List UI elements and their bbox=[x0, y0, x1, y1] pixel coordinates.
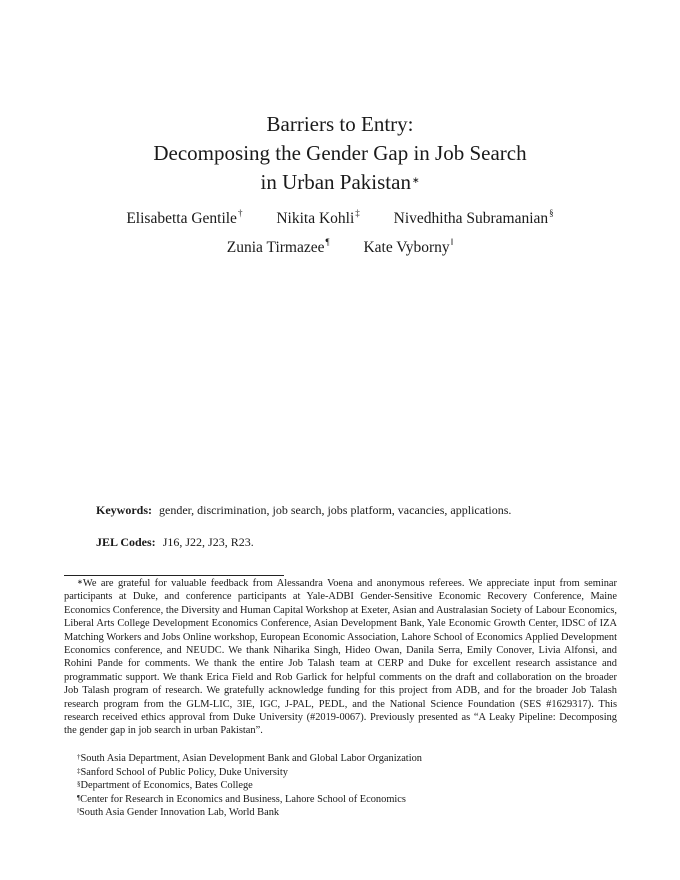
title-line-3 bbox=[0, 168, 680, 197]
author bbox=[126, 210, 242, 228]
footnote-mark: ∗ bbox=[77, 578, 83, 586]
footnote-divider bbox=[64, 575, 284, 576]
author-name: Elisabetta Gentile bbox=[126, 210, 237, 227]
title-line-2: Decomposing the Gender Gap in Job Search bbox=[153, 141, 527, 165]
author-mark: § bbox=[549, 208, 554, 218]
keywords-line bbox=[96, 503, 511, 518]
affiliation-mark: ‡ bbox=[77, 766, 81, 775]
affiliation-text: South Asia Department, Asian Development Bank and Global Labor Organization bbox=[80, 753, 422, 764]
affiliation-text: South Asia Gender Innovation Lab, World Bank bbox=[78, 807, 280, 819]
affiliation-item bbox=[77, 779, 422, 793]
title-line-3-text: in Urban Pakistan bbox=[260, 170, 411, 194]
author bbox=[276, 210, 359, 228]
author-mark: ‡ bbox=[355, 208, 360, 218]
author-list-row-1 bbox=[0, 210, 680, 228]
author-mark: † bbox=[237, 208, 243, 218]
jel-codes-line bbox=[96, 535, 254, 550]
author bbox=[394, 210, 554, 228]
affiliation-item bbox=[77, 806, 422, 820]
author-mark: ¶ bbox=[325, 237, 330, 247]
affiliation-mark: ¶ bbox=[77, 793, 81, 802]
title-line-1: Barriers to Entry: bbox=[266, 112, 414, 136]
affiliation-text: Center for Research in Economics and Business, Lahore School of Economics bbox=[80, 793, 406, 805]
author-name: Zunia Tirmazee bbox=[226, 239, 325, 256]
affiliation-item bbox=[77, 766, 422, 780]
author bbox=[363, 239, 453, 257]
affiliation-item bbox=[77, 793, 422, 807]
paper-title bbox=[0, 110, 680, 197]
author-name: Kate Vyborny bbox=[363, 239, 450, 256]
author-name: Nikita Kohli bbox=[276, 210, 355, 227]
affiliation-item bbox=[77, 752, 422, 766]
affiliation-text: Sanford School of Public Policy, Duke University bbox=[80, 766, 288, 778]
affiliation-text: Department of Economics, Bates College bbox=[80, 780, 253, 792]
jel-codes-text: J16, J22, J23, R23. bbox=[162, 535, 254, 549]
title-footnote-mark: ∗ bbox=[411, 175, 420, 185]
affiliation-mark: ‖ bbox=[77, 807, 79, 816]
author bbox=[227, 239, 330, 257]
acknowledgements-footnote bbox=[64, 577, 617, 738]
author-mark: ‖ bbox=[450, 237, 454, 247]
jel-codes-label: JEL Codes: bbox=[96, 535, 156, 549]
author-list-row-2 bbox=[0, 239, 680, 257]
affiliation-mark: † bbox=[77, 753, 81, 761]
author-name: Nivedhitha Subramanian bbox=[393, 210, 549, 227]
footnote-text: We are grateful for valuable feedback from Alessandra Voena and anonymous referees. We appreciate input from seminar participants at Duke, and conference participants at Yale-ADBI Gender-Sensitive Economic Recovery Conference, Maine Economics Conference, the Diversity and Human Capital Workshop at Exeter, Asian and Australasian Society of Labour Economics, Liberal Arts College Development Economics Conference, Asian Development Bank, Yale Economic Growth Center, IDSC of IZA Matching Workers and Jobs Online workshop, European Economic Association, Lahore School of Economics Applied Development Economics conference, and NEUDC. We thank Niharika Singh, Hideo Owan, Danila Serra, Emily Conover, Livia Alfonsi, and Rohini Pande for comments. We thank the entire Job Talash team at CERP and Duke for excellent research assistance and programmatic support. We thank Erica Field and Rob Garlick for helpful comments on the draft and collaboration on the broader Job Talash program of research. We gratefully acknowledge funding for this project from ADB, and for the broader Job Talash research program from the GLM-LIC, 3IE, IGC, J-PAL, PEDL, and the National Science Foundation (SES #1629317). This research received ethics approval from Duke University (#2019-0067). Previously presented as “A Leaky Pipeline: Decomposing the gender gap in job search in urban Pakistan”. bbox=[64, 578, 617, 737]
affiliation-mark: § bbox=[77, 780, 81, 789]
affiliations-list bbox=[77, 752, 422, 820]
keywords-text: gender, discrimination, job search, jobs platform, vacancies, applications. bbox=[159, 503, 512, 517]
keywords-label: Keywords: bbox=[96, 503, 152, 517]
